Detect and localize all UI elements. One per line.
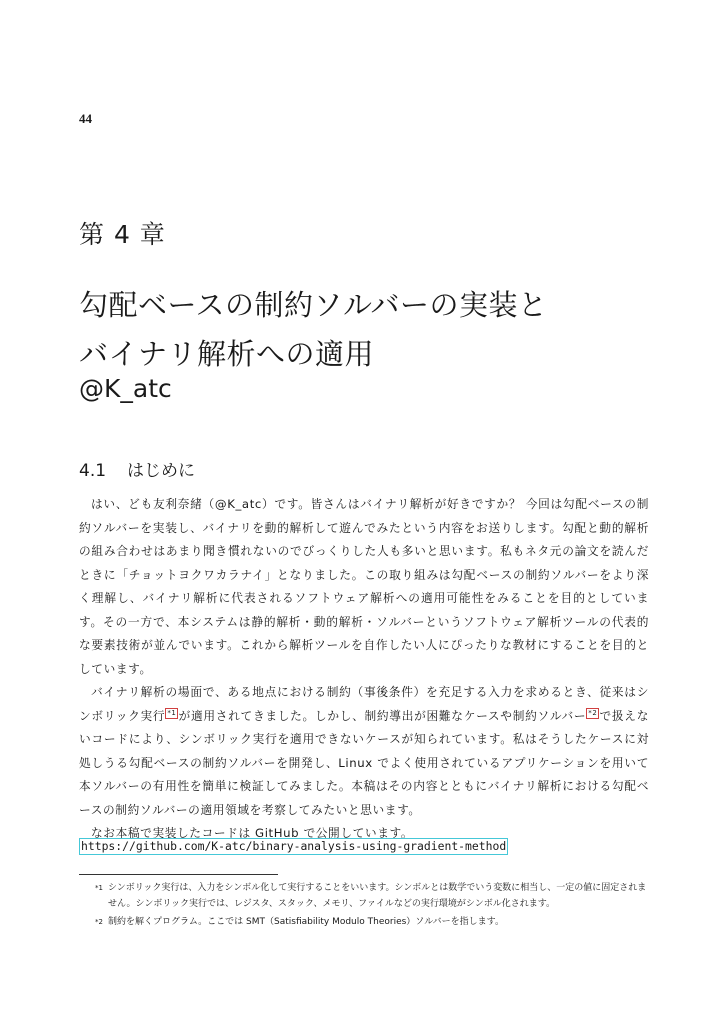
- footnote-1-mark: [79, 880, 108, 912]
- chapter-title-line-1: 勾配ベースの制約ソルバーの実装と: [79, 288, 548, 322]
- footnote-2-mark-text: *2: [95, 918, 103, 926]
- chapter-label: 第 4 章: [79, 220, 166, 249]
- section-title: はじめに: [127, 461, 195, 481]
- section-heading: [79, 456, 195, 481]
- paragraph-background: [79, 681, 649, 822]
- github-url-link[interactable]: https://github.com/K-atc/binary-analysis-using-gradient-method: [81, 839, 507, 853]
- section-number: 4.1: [79, 461, 107, 481]
- footnote-ref-1[interactable]: *1: [167, 708, 177, 717]
- paragraph-github-note: なお本稿で実装したコードは GitHub で公開しています。: [91, 826, 414, 840]
- footnote-2: [79, 914, 651, 934]
- body-text: [79, 493, 649, 846]
- author-handle: @K_atc: [79, 374, 172, 403]
- footnote-1-text: シンボリック実行は、入力をシンボル化して実行することをいいます。シンボルとは数学でいう変数に相当し、一定の値に固定されません。シンボリック実行では、レジスタ、スタック、メモリ、ファイルなどの実行環境がシンボル化されます。: [108, 883, 647, 909]
- footnote-1-mark-text: *1: [95, 884, 103, 892]
- footnote-divider: [79, 874, 278, 875]
- chapter-title-line-2: バイナリ解析への適用: [79, 337, 375, 371]
- paragraph-background-part-2: が適用されてきました。しかし、制約導出が困難なケースや制約ソルバー: [178, 708, 587, 723]
- page-number: 44: [79, 111, 92, 126]
- paragraph-background-part-3: で扱えないコードにより、シンボリック実行を適用できないケースが知られています。私はそうしたケースに対処しうる勾配ベースの制約ソルバーを開発し、Linux でよく使用されているアプリケーションを用いて本ソルバーの有用性を簡単に検証してみました。本稿はその内容とともにバイナリ解析における勾配ベースの制約ソルバーの適用領域を考察してみたいと思います。: [79, 708, 649, 817]
- footnotes: [79, 880, 651, 936]
- paragraph-intro: はい、ども友利奈緒（@K_atc）です。皆さんはバイナリ解析が好きですか？ 今回は勾配ベースの制約ソルバーを実装し、バイナリを動的解析して遊んでみたという内容をお送りします。勾配と動的解析の組み合わせはあまり聞き慣れないのでびっくりした人も多いと思います。私もネタ元の論文を読んだときに「チョットヨクワカラナイ」となりました。この取り組みは勾配ベースの制約ソルバーをより深く理解し、バイナリ解析に代表されるソフトウェア解析への適用可能性をみることを目的としています。その一方で、本システムは静的解析・動的解析・ソルバーというソフトウェア解析ツールの代表的な要素技術が並んでいます。これから解析ツールを自作したい人にぴったりな教材にすることを目的としています。: [79, 497, 649, 676]
- footnote-2-text: 制約を解くプログラム。ここでは SMT（Satisfiability Modulo Theories）ソルバーを指します。: [108, 917, 504, 927]
- footnote-1: [79, 880, 651, 912]
- chapter-title: [79, 281, 659, 379]
- footnote-2-mark: [79, 914, 108, 934]
- paragraph-background-part-1: バイナリ解析の場面で、ある地点における制約（事後条件）を充足する入力を求めるとき、従来はシンボリック実行: [79, 685, 649, 723]
- footnote-ref-2[interactable]: *2: [588, 708, 598, 717]
